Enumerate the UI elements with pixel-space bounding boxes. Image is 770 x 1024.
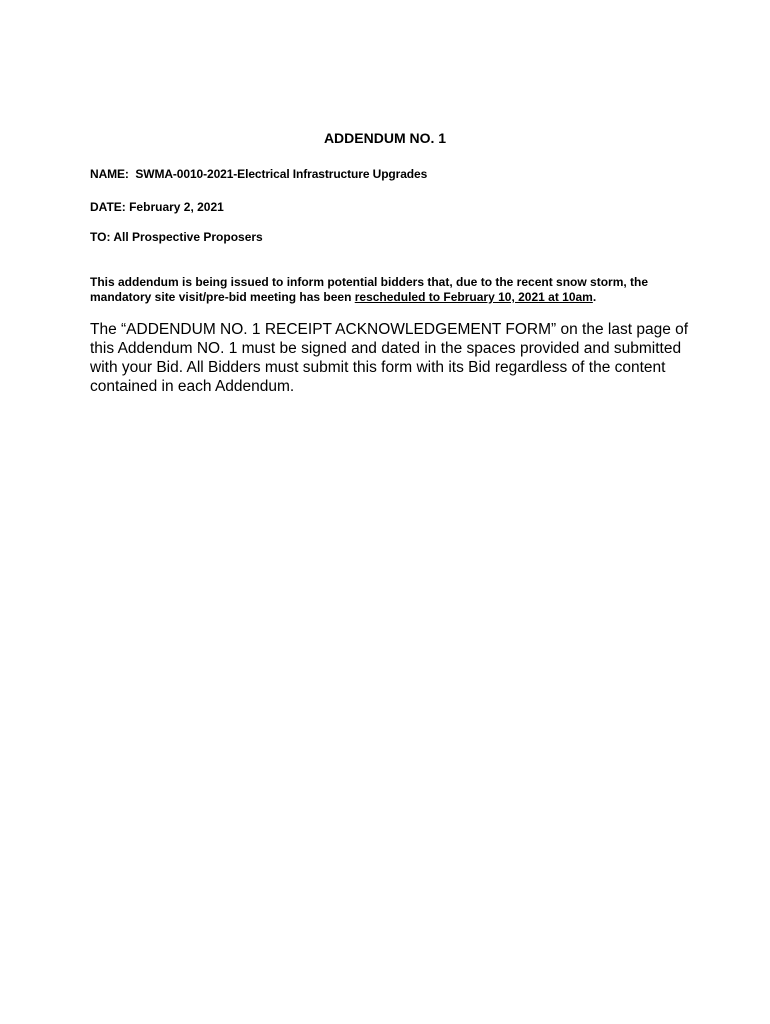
notice-text: This addendum is being issued to inform potential bidders that, due to the recent snow storm, the mandatory site visit/pre-bid meeting has been	[90, 275, 649, 304]
document-title: ADDENDUM NO. 1	[323, 130, 447, 146]
notice-paragraph	[90, 275, 690, 305]
date-line: DATE: February 2, 2021	[90, 200, 224, 214]
name-value: SWMA-0010-2021-Electrical Infrastructure Upgrades	[135, 167, 428, 181]
acknowledgement-paragraph: The “ADDENDUM NO. 1 RECEIPT ACKNOWLEDGEMENT FORM” on the last page of this Addendum NO. 1 must be signed and dated in the spaces provided and submitted with your Bid. All Bidders must submit this form with its Bid regardless of the content contained in each Addendum.	[90, 321, 689, 395]
name-line	[90, 167, 427, 182]
name-label: NAME:	[90, 167, 129, 181]
notice-end: .	[592, 290, 597, 304]
rescheduled-date: rescheduled to February 10, 2021 at 10am	[354, 290, 593, 304]
to-line: TO: All Prospective Proposers	[90, 230, 263, 244]
